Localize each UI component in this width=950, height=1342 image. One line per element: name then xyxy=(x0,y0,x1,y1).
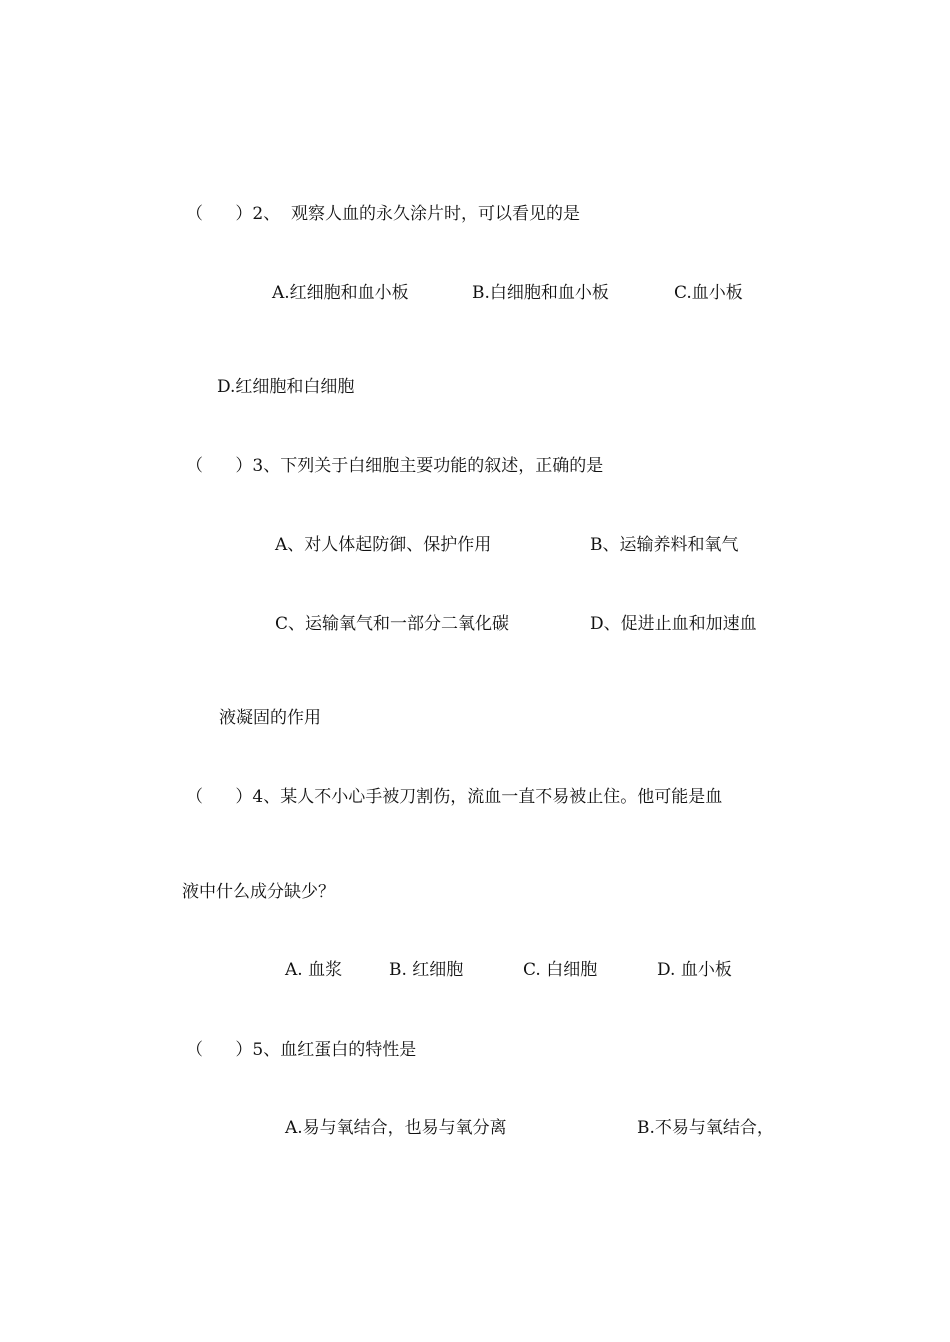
question-3-option-d: D、促进止血和加速血 xyxy=(590,614,757,634)
question-2-option-d: D.红细胞和白细胞 xyxy=(217,377,355,397)
question-4-option-b: B. 红细胞 xyxy=(389,960,464,980)
question-4-stem: （ ）4、某人不小心手被刀割伤，流血一直不易被止住。他可能是血 xyxy=(186,787,723,807)
question-4-option-c: C. 白细胞 xyxy=(523,960,598,980)
question-3-option-c: C、运输氧气和一部分二氧化碳 xyxy=(275,614,510,634)
question-3-option-b: B、运输养料和氧气 xyxy=(590,535,739,555)
question-5-stem: （ ）5、血红蛋白的特性是 xyxy=(186,1040,417,1060)
question-4-option-d: D. 血小板 xyxy=(657,960,732,980)
question-4-stem-continuation: 液中什么成分缺少？ xyxy=(182,882,335,902)
question-3-option-d-continuation: 液凝固的作用 xyxy=(219,708,321,728)
question-2-stem: （ ）2、 观察人血的永久涂片时，可以看见的是 xyxy=(186,204,581,224)
question-3-option-a: A、对人体起防御、保护作用 xyxy=(275,535,492,555)
question-4-option-a: A. 血浆 xyxy=(285,960,343,980)
question-5-option-a: A.易与氧结合，也易与氧分离 xyxy=(285,1118,507,1138)
question-2-option-c: C.血小板 xyxy=(674,283,743,303)
question-3-stem: （ ）3、下列关于白细胞主要功能的叙述，正确的是 xyxy=(186,456,604,476)
question-2-option-a: A.红细胞和血小板 xyxy=(272,283,409,303)
question-2-option-b: B.白细胞和血小板 xyxy=(472,283,609,303)
question-5-option-b: B.不易与氧结合， xyxy=(637,1118,774,1138)
